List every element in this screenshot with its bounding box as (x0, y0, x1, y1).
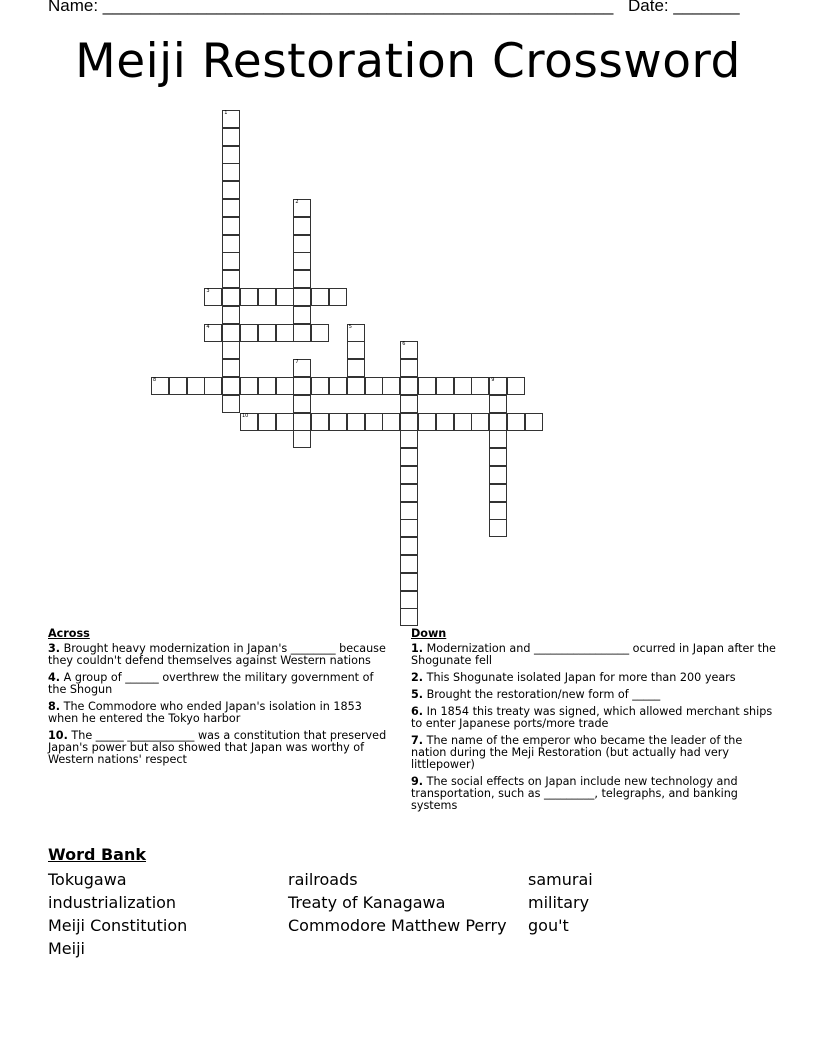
crossword-cell[interactable] (382, 377, 400, 395)
crossword-cell[interactable] (293, 377, 311, 395)
across-clue: 4. A group of ______ overthrew the military government of the Shogun (48, 671, 374, 696)
crossword-cell[interactable] (204, 324, 222, 342)
crossword-cell[interactable] (293, 252, 311, 270)
crossword-cell[interactable] (204, 288, 222, 306)
word-bank-column (528, 868, 593, 937)
across-clue: 8. The Commodore who ended Japan's isolation in 1853 when he entered the Tokyo harbor (48, 700, 362, 725)
crossword-cell[interactable] (400, 448, 418, 466)
crossword-cell[interactable] (276, 377, 294, 395)
crossword-cell[interactable] (276, 288, 294, 306)
across-clues (48, 628, 393, 771)
crossword-cell[interactable] (293, 199, 311, 217)
crossword-cell[interactable] (400, 430, 418, 448)
crossword-cell[interactable] (400, 377, 418, 395)
crossword-cell[interactable] (507, 413, 525, 431)
crossword-cell[interactable] (329, 288, 347, 306)
crossword-cell[interactable] (293, 217, 311, 235)
cell-number: 6 (402, 341, 406, 348)
crossword-cell[interactable] (507, 377, 525, 395)
crossword-cell[interactable] (329, 377, 347, 395)
word-bank-item: samurai (528, 870, 593, 889)
crossword-cell[interactable] (222, 359, 240, 377)
crossword-cell[interactable] (400, 519, 418, 537)
down-heading: Down (411, 627, 447, 640)
crossword-cell[interactable] (240, 377, 258, 395)
crossword-cell[interactable] (222, 377, 240, 395)
crossword-cell[interactable] (347, 359, 365, 377)
word-bank-column (48, 868, 187, 960)
crossword-cell[interactable] (222, 128, 240, 146)
word-bank-column (288, 868, 507, 937)
word-bank-item: military (528, 893, 590, 912)
crossword-cell[interactable] (400, 555, 418, 573)
cell-number: 10 (242, 412, 249, 419)
down-clue: 6. In 1854 this treaty was signed, which allowed merchant ships to enter Japanese ports/more trade (411, 705, 773, 730)
crossword-cell[interactable] (311, 413, 329, 431)
cell-number: 8 (153, 377, 157, 383)
crossword-cell[interactable] (489, 448, 507, 466)
cell-number: 2 (295, 199, 299, 205)
crossword-cell[interactable] (400, 591, 418, 609)
crossword-cell[interactable] (365, 413, 383, 431)
cell-number: 5 (348, 323, 352, 330)
crossword-cell[interactable] (204, 377, 222, 395)
down-clue: 7. The name of the emperor who became the leader of the nation during the Meji Restoration (but actually had very littlepower) (411, 734, 743, 771)
crossword-cell[interactable] (293, 288, 311, 306)
crossword-cell[interactable] (293, 413, 311, 431)
crossword-cell[interactable] (436, 413, 454, 431)
crossword-cell[interactable] (240, 413, 258, 431)
crossword-cell[interactable] (293, 324, 311, 342)
crossword-cell[interactable] (293, 430, 311, 448)
crossword-cell[interactable] (222, 217, 240, 235)
crossword-cell[interactable] (400, 413, 418, 431)
crossword-cell[interactable] (400, 502, 418, 520)
across-clue: 10. The _____ ____________ was a constitution that preserved Japan's power but also showed that Japan was worthy of Western nations' respect (48, 729, 387, 766)
down-clues (411, 628, 776, 817)
crossword-cell[interactable] (258, 413, 276, 431)
crossword-cell[interactable] (222, 199, 240, 217)
crossword-cell[interactable] (347, 413, 365, 431)
crossword-cell[interactable] (329, 413, 347, 431)
crossword-cell[interactable] (222, 288, 240, 306)
crossword-cell[interactable] (454, 377, 472, 395)
word-bank-title: Word Bank (48, 845, 147, 864)
crossword-cell[interactable] (222, 395, 240, 413)
crossword-cell[interactable] (418, 377, 436, 395)
crossword-cell[interactable] (293, 306, 311, 324)
crossword-cell[interactable] (400, 484, 418, 502)
cell-number: 9 (491, 377, 495, 383)
page-title: Meiji Restoration Crossword (75, 34, 741, 89)
date-field-label[interactable]: Date: _______ (628, 0, 740, 15)
crossword-cell[interactable] (382, 413, 400, 431)
crossword-cell[interactable] (436, 377, 454, 395)
crossword-cell[interactable] (222, 324, 240, 342)
crossword-cell[interactable] (365, 377, 383, 395)
crossword-cell[interactable] (222, 163, 240, 181)
down-clue: 5. Brought the restoration/new form of _____ (411, 688, 661, 701)
across-heading: Across (48, 627, 90, 640)
crossword-cell[interactable] (418, 413, 436, 431)
crossword-cell[interactable] (454, 413, 472, 431)
crossword-cell[interactable] (240, 324, 258, 342)
name-field-label[interactable]: Name: ______________________________________________________ (48, 0, 614, 15)
down-clue: 2. This Shogunate isolated Japan for more than 200 years (411, 671, 736, 684)
crossword-cell[interactable] (525, 413, 543, 431)
crossword-cell[interactable] (222, 235, 240, 253)
crossword-cell[interactable] (489, 519, 507, 537)
across-clue: 3. Brought heavy modernization in Japan's ________ because they couldn't defend themselves against Western nations (48, 642, 386, 667)
crossword-cell[interactable] (489, 430, 507, 448)
word-bank-item: Treaty of Kanagawa (288, 893, 446, 912)
crossword-cell[interactable] (400, 573, 418, 591)
word-bank-item: industrialization (48, 893, 177, 912)
crossword-cell[interactable] (347, 324, 365, 342)
crossword-cell[interactable] (489, 502, 507, 520)
crossword-cell[interactable] (222, 146, 240, 164)
crossword-cell[interactable] (489, 395, 507, 413)
crossword-cell[interactable] (347, 377, 365, 395)
word-bank-item: Tokugawa (48, 870, 127, 889)
crossword-cell[interactable] (489, 466, 507, 484)
word-bank-item: Meiji Constitution (48, 916, 188, 935)
crossword-cell[interactable] (471, 413, 489, 431)
crossword-cell[interactable] (169, 377, 187, 395)
crossword-cell[interactable] (258, 288, 276, 306)
cell-number: 1 (224, 110, 228, 116)
crossword-cell[interactable] (489, 484, 507, 502)
word-bank-item: railroads (288, 870, 358, 889)
crossword-cell[interactable] (311, 377, 329, 395)
crossword-cell[interactable] (400, 359, 418, 377)
crossword-cell[interactable] (151, 377, 169, 395)
crossword-cell[interactable] (222, 306, 240, 324)
down-clue: 9. The social effects on Japan include new technology and transportation, such as _________, telegraphs, and banking systems (411, 775, 738, 812)
crossword-cell[interactable] (240, 288, 258, 306)
crossword-cell[interactable] (293, 270, 311, 288)
cell-number: 3 (206, 288, 210, 294)
word-bank-item: gou't (528, 916, 569, 935)
crossword-cell[interactable] (400, 341, 418, 359)
cell-number: 4 (206, 323, 210, 330)
crossword-cell[interactable] (489, 413, 507, 431)
crossword-cell[interactable] (293, 235, 311, 253)
crossword-cell[interactable] (276, 413, 294, 431)
word-bank-item: Commodore Matthew Perry (288, 916, 507, 935)
crossword-cell[interactable] (222, 270, 240, 288)
crossword-cell[interactable] (258, 324, 276, 342)
crossword-cell[interactable] (222, 110, 240, 128)
crossword-cell[interactable] (311, 288, 329, 306)
crossword-cell[interactable] (400, 466, 418, 484)
crossword-cell[interactable] (489, 377, 507, 395)
down-clue: 1. Modernization and _________________ ocurred in Japan after the Shogunate fell (411, 642, 776, 667)
cell-number: 7 (295, 359, 299, 366)
crossword-cell[interactable] (258, 377, 276, 395)
crossword-cell[interactable] (222, 252, 240, 270)
crossword-cell[interactable] (293, 359, 311, 377)
crossword-cell[interactable] (471, 377, 489, 395)
crossword-cell[interactable] (311, 324, 329, 342)
word-bank-item: Meiji (48, 939, 85, 958)
crossword-cell[interactable] (293, 395, 311, 413)
crossword-cell[interactable] (276, 324, 294, 342)
crossword-cell[interactable] (400, 537, 418, 555)
crossword-cell[interactable] (400, 608, 418, 626)
crossword-cell[interactable] (347, 341, 365, 359)
crossword-cell[interactable] (400, 395, 418, 413)
crossword-cell[interactable] (222, 181, 240, 199)
crossword-cell[interactable] (222, 341, 240, 359)
crossword-cell[interactable] (187, 377, 205, 395)
